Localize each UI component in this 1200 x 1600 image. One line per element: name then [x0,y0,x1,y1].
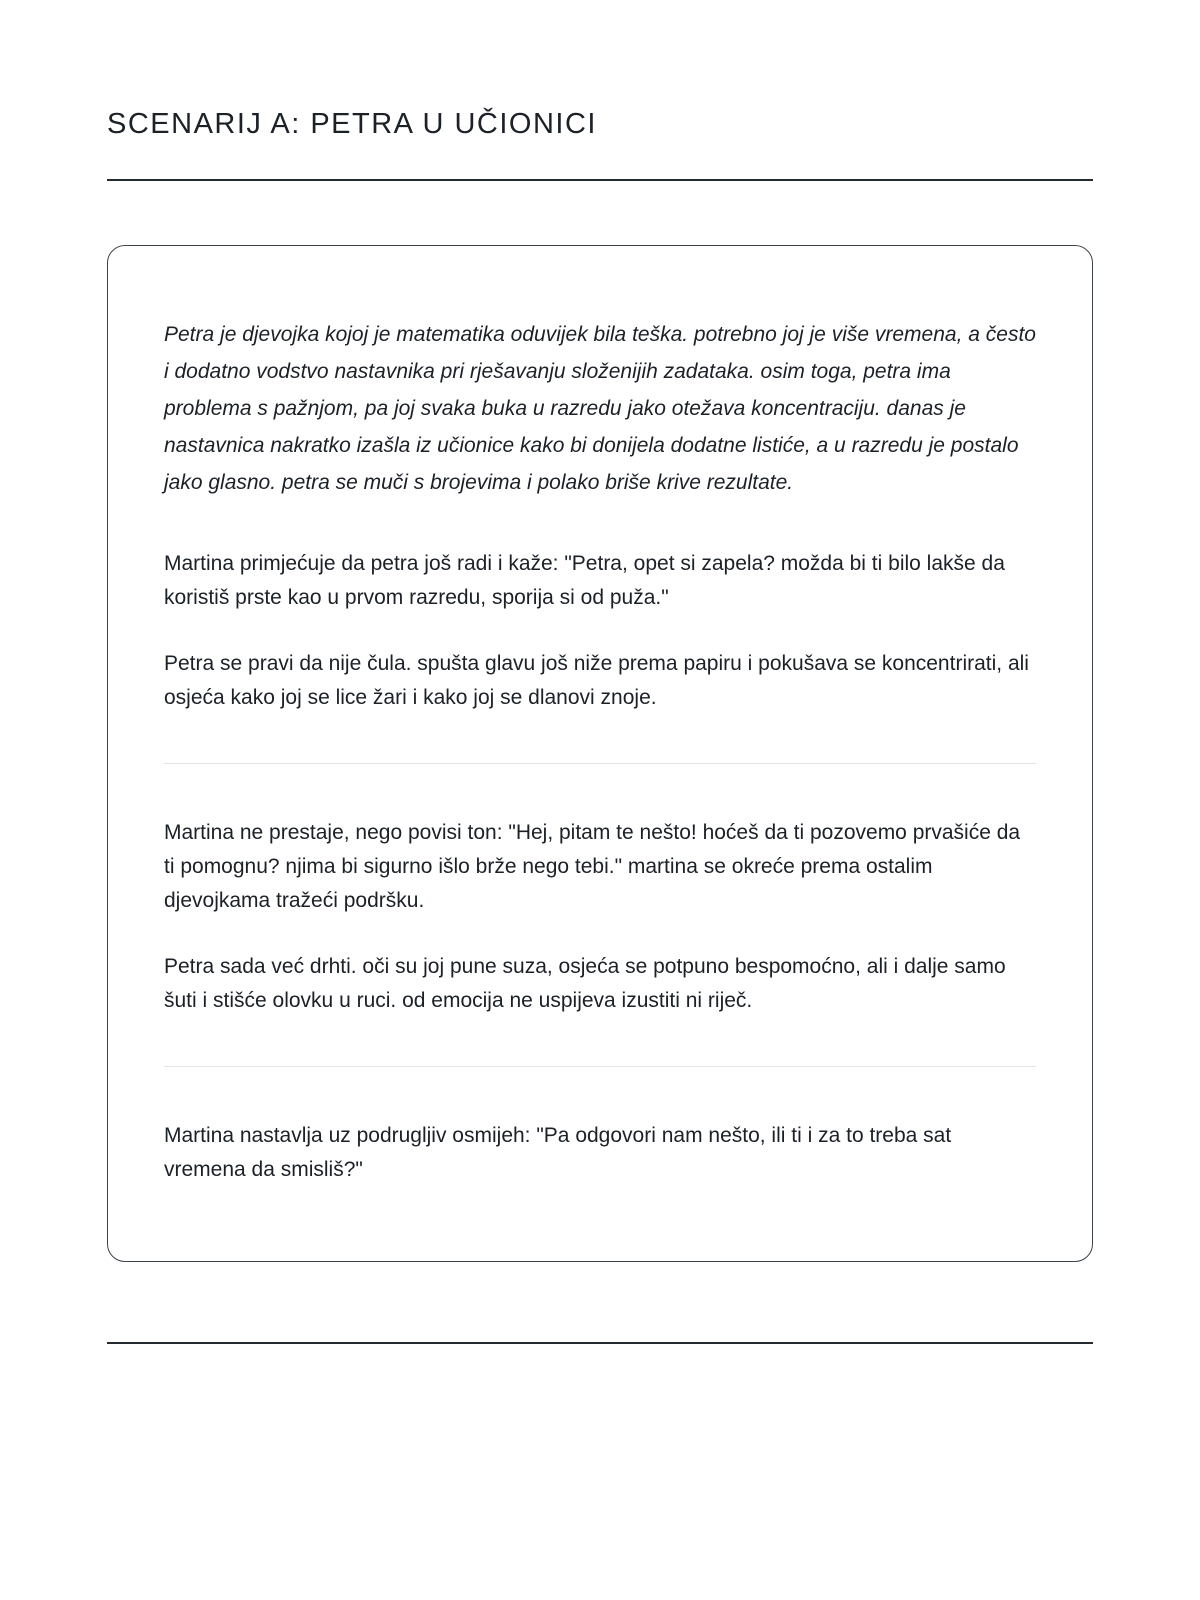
paragraph: Martina ne prestaje, nego povisi ton: "Hej, pitam te nešto! hoćeš da ti pozovemo prvašiće da ti pomognu? njima bi sigurno išlo brže nego tebi." martina se okreće prema ostalim djevojkama tražeći podršku. [164,821,1021,912]
paragraph: Petra se pravi da nije čula. spušta glavu još niže prema papiru i pokušava se koncentrirati, ali osjeća kako joj se lice žari i kako joj se dlanovi znoje. [164,652,1029,709]
bottom-divider [107,1342,1093,1344]
scenario-card [107,245,1093,1262]
intro-paragraph: Petra je djevojka kojoj je matematika oduvijek bila teška. potrebno joj je više vremena, a često i dodatno vodstvo nastavnika pri rješavanju složenijih zadataka. osim toga, petra ima problema s pažnjom, pa joj svaka buka u razredu jako otežava koncentraciju. danas je nastavnica nakratko izašla iz učionice kako bi donijela dodatne listiće, a u razredu je postalo jako glasno. petra se muči s brojevima i polako briše krive rezultate. [164,323,1036,494]
paragraph: Martina primjećuje da petra još radi i kaže: "Petra, opet si zapela? možda bi ti bilo lakše da koristiš prste kao u prvom razredu, sporija si od puža." [164,552,1005,609]
title-divider [107,179,1093,181]
paragraph: Petra sada već drhti. oči su joj pune suza, osjeća se potpuno bespomoćno, ali i dalje samo šuti i stišće olovku u ruci. od emocija ne uspijeva izustiti ni riječ. [164,955,1006,1012]
paragraph: Martina nastavlja uz podrugljiv osmijeh: "Pa odgovori nam nešto, ili ti i za to treba sat vremena da smisliš?" [164,1124,952,1181]
section-divider [164,763,1036,764]
section-divider [164,1066,1036,1067]
page-title: SCENARIJ A: PETRA U UČIONICI [107,108,597,140]
